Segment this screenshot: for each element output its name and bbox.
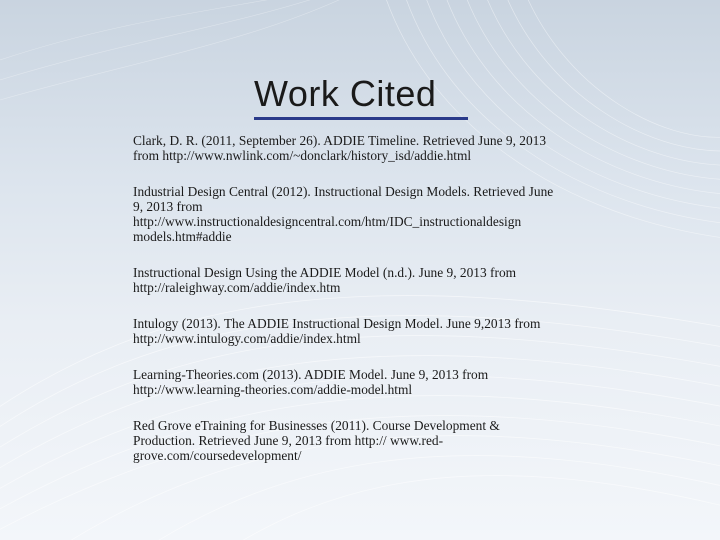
reference-item [133, 316, 603, 346]
reference-line: Red Grove eTraining for Businesses (2011). Course Development & [133, 418, 500, 433]
reference-line: grove.com/coursedevelopment/ [133, 448, 302, 463]
reference-line: http://raleighway.com/addie/index.htm [133, 280, 341, 295]
reference-item [133, 184, 603, 244]
reference-line: Learning-Theories.com (2013). ADDIE Model. June 9, 2013 from [133, 367, 489, 382]
reference-item [133, 133, 603, 163]
reference-line: Clark, D. R. (2011, September 26). ADDIE Timeline. Retrieved June 9, 2013 [133, 133, 547, 148]
reference-line: from http://www.nwlink.com/~donclark/history_isd/addie.html [133, 148, 472, 163]
reference-line: Instructional Design Using the ADDIE Model (n.d.). June 9, 2013 from [133, 265, 517, 280]
reference-line: Industrial Design Central (2012). Instructional Design Models. Retrieved June [133, 184, 554, 199]
reference-line: http://www.learning-theories.com/addie-model.html [133, 382, 413, 397]
title-underline [254, 117, 468, 120]
reference-list [133, 133, 603, 484]
reference-item [133, 265, 603, 295]
reference-line: Intulogy (2013). The ADDIE Instructional Design Model. June 9,2013 from [133, 316, 541, 331]
reference-item [133, 367, 603, 397]
reference-line: http://www.intulogy.com/addie/index.html [133, 331, 361, 346]
slide-title: Work Cited [254, 73, 437, 114]
reference-item [133, 418, 603, 463]
reference-line: 9, 2013 from [133, 199, 203, 214]
reference-line: models.htm#addie [133, 229, 232, 244]
reference-line: Production. Retrieved June 9, 2013 from http:// www.red- [133, 433, 444, 448]
reference-line: http://www.instructionaldesigncentral.com/htm/IDC_instructionaldesign [133, 214, 522, 229]
